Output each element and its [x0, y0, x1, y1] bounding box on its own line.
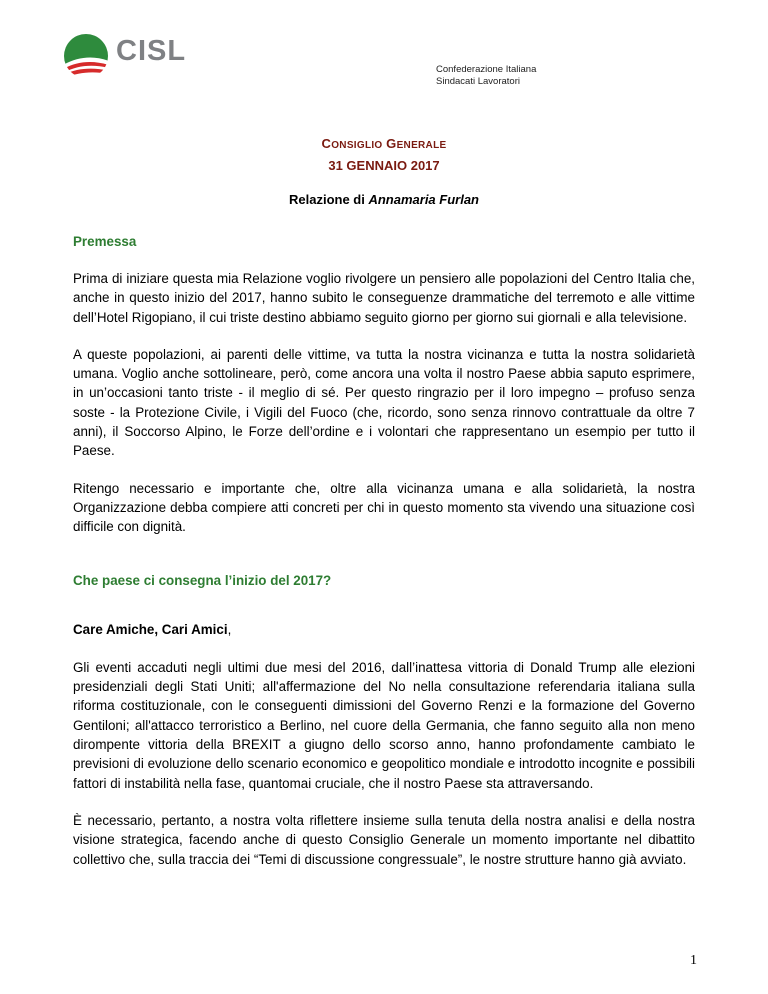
paragraph: A queste popolazioni, ai parenti delle vittime, va tutta la nostra vicinanza e tutta la nostra solidarietà umana. Voglio anche sottolineare, però, come ancora una volta il nostro Paese abbia saputo esprimere, in un’occasioni tanto triste - il meglio di sé. Per questo ringrazio per il loro impegno – profuso senza soste - la Protezione Civile, i Vigili del Fuoco (che, ricordo, sono senza rinnovo contrattuale da oltre 7 anni), il Soccorso Alpino, le Forze dell’ordine e i volontari che rappresentano un esempio per tutto il Paese. [73, 346, 695, 459]
section-heading-paese: Che paese ci consegna l’inizio del 2017? [73, 572, 332, 588]
document-body [73, 232, 695, 869]
cisl-emblem-icon [63, 33, 109, 79]
org-line-1: Confederazione Italiana [436, 64, 537, 75]
org-line-2: Sindacati Lavoratori [436, 76, 520, 87]
paragraph: È necessario, pertanto, a nostra volta riflettere insieme sulla tenuta della nostra analisi e della nostra visione strategica, facendo anche di questo Consiglio Generale un momento importante nel dibattito collettivo che, sulla traccia dei “Temi di discussione congressuale”, le nostre strutture hanno già avviato. [73, 812, 695, 867]
paragraph: Ritengo necessario e importante che, oltre alla vicinanza umana e alla solidarietà, la nostra Organizzazione debba compiere atti concreti per chi in questo momento sta vivendo una situazione così difficile con dignità. [73, 480, 695, 535]
organization-name [436, 64, 536, 88]
page-number: 1 [690, 953, 697, 968]
logo-wordmark: CISL [116, 35, 187, 67]
document-date: 31 GENNAIO 2017 [328, 158, 440, 173]
report-author: Relazione di Annamaria Furlan [289, 192, 479, 207]
author-name: Annamaria Furlan [368, 192, 479, 207]
document-title: CONSIGLIO GENERALE [321, 136, 447, 151]
paragraph: Gli eventi accaduti negli ultimi due mesi del 2016, dall’inattesa vittoria di Donald Trump alle elezioni presidenziali degli Stati Uniti; all'affermazione del No nella consultazione referendaria italiana sulla riforma costituzionale, con le conseguenti dimissioni del Governo Renzi e la formazione del Governo Gentiloni; all'attacco terroristico a Berlino, nel cuore della Germania, che fanno seguito alla non meno dirompente vittoria della BREXIT a giugno dello scorso anno, hanno profondamente cambiato le previsioni di evoluzione dello scenario economico e geopolitico mondiale e introdotto incognite e possibili fattori di instabilità nella fase, quantomai cruciale, che il nostro Paese sta attraversando. [73, 659, 695, 791]
paragraph: Prima di iniziare questa mia Relazione voglio rivolgere un pensiero alle popolazioni del Centro Italia che, anche in questo inizio del 2017, hanno subito le conseguenze drammatiche del terremoto e alle vittime dell’Hotel Rigopiano, il cui triste destino abbiamo seguito giorno per giorno sui giornali e alla televisione. [73, 271, 695, 325]
cisl-logo [60, 30, 210, 100]
salutation: Care Amiche, Cari Amici, [73, 621, 232, 637]
title-block [0, 136, 768, 209]
section-heading-premessa: Premessa [73, 234, 137, 249]
